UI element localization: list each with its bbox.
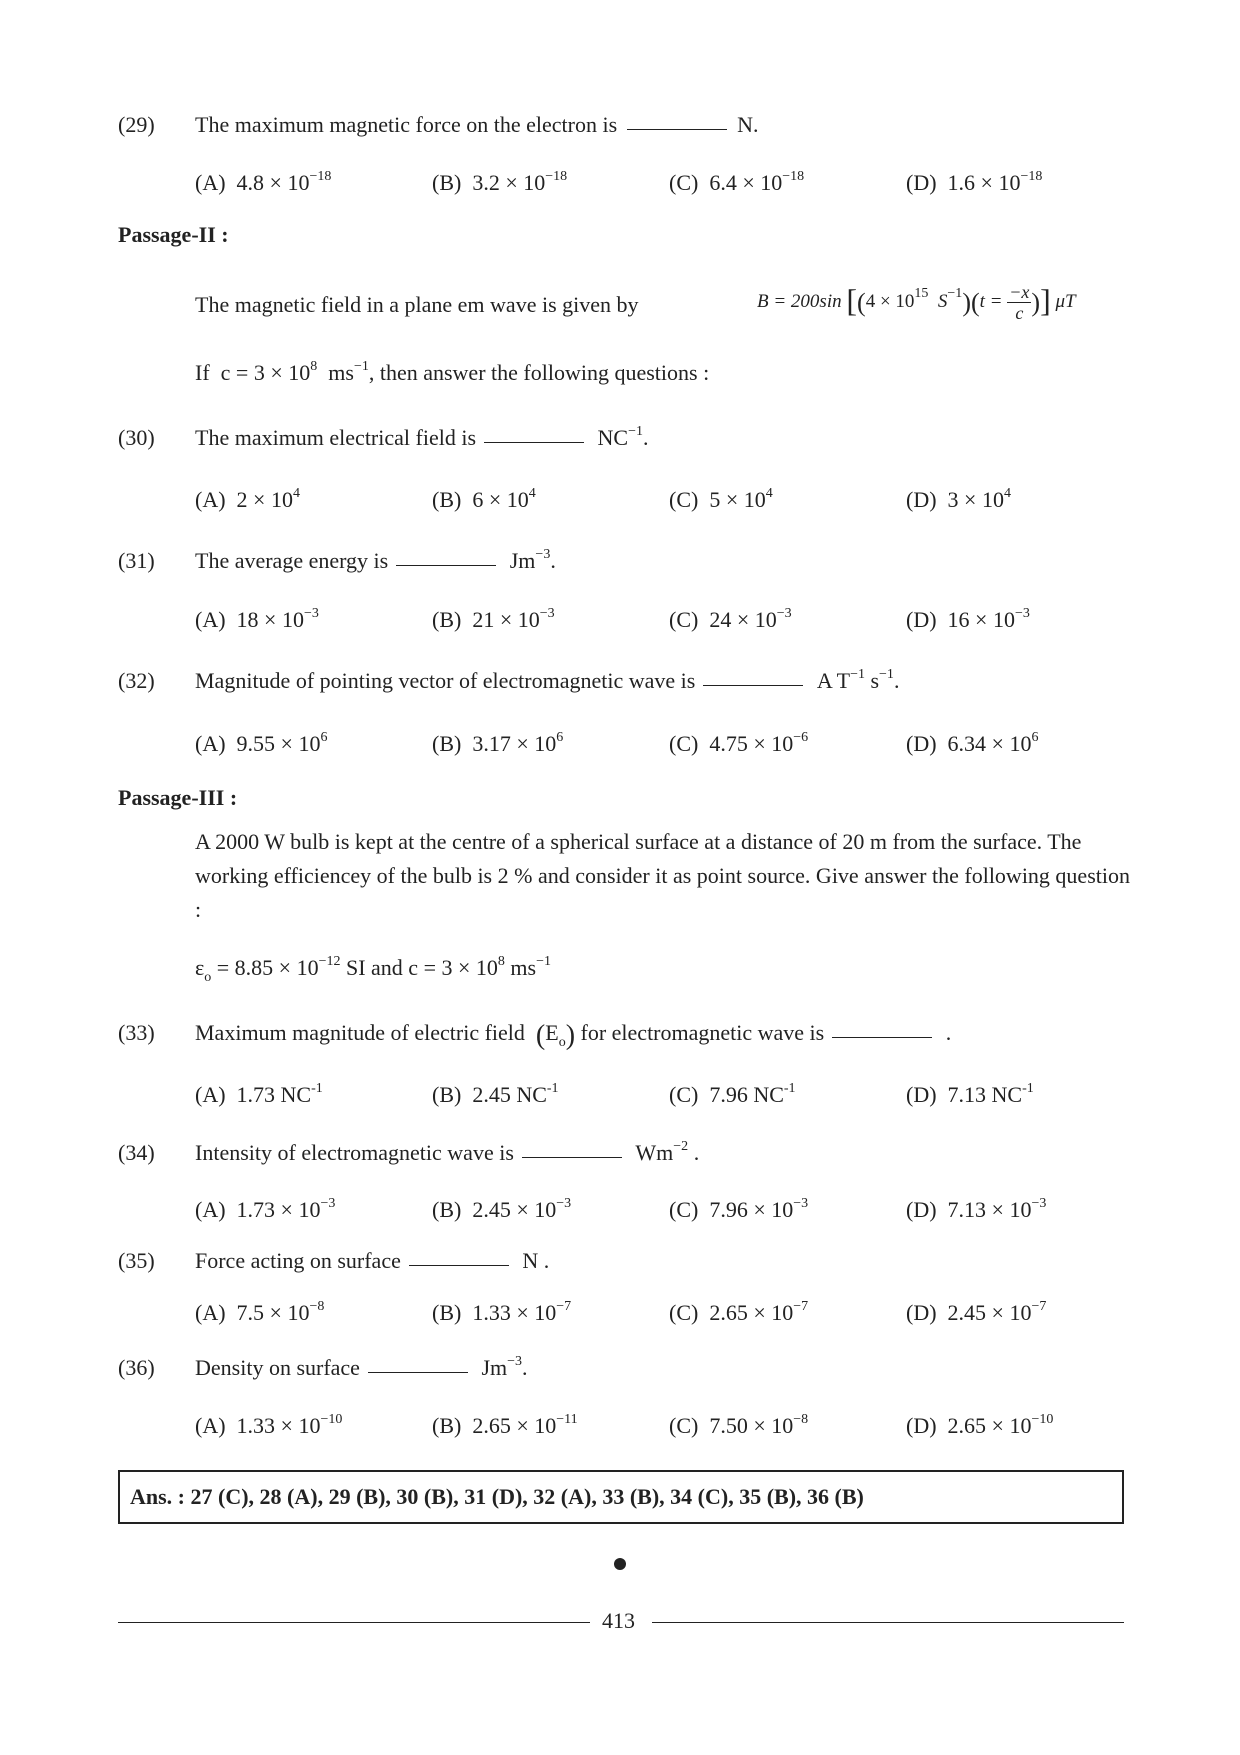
- question-number: (29): [118, 112, 155, 137]
- option-a: (A) $18 \times 10^{-3}$: [195, 606, 319, 632]
- option-c: (C) $24 \times 10^{-3}$: [669, 606, 792, 632]
- magnetic-field-equation: B = 200sin [($4 \times 10^{15}$ $S^{-1})(t$ = $\frac{-x}{c}$ )] μT: [757, 282, 1076, 324]
- answer-blank: [396, 565, 496, 566]
- option-d: (D) $1.6 \times 10^{-18}$: [906, 169, 1043, 195]
- answer-key-text: Ans. : 27 (C), 28 (A), 29 (B), 30 (B), 31 (D), 32 (A), 33 (B), 34 (C), 35 (B), 36 (B): [130, 1484, 864, 1509]
- footer-rule-left: [118, 1622, 590, 1623]
- question-text: The average energy is $Jm^{-3}$.: [195, 547, 556, 573]
- option-c: (C) $4.75 \times 10^{-6}$: [669, 730, 809, 756]
- question-number: (31): [118, 548, 155, 573]
- constants-line: $\varepsilon_o = 8.85 \times 10^{-12}$ SI and $c = 3 \times 10^8$ $ms^{-1}$: [195, 954, 551, 985]
- question-number: (35): [118, 1248, 155, 1273]
- option-a: (A) $4.8 \times 10^{-18}$: [195, 169, 332, 195]
- option-d: (D) 7.13 $NC^{-1}$: [906, 1081, 1034, 1107]
- page-number: 413: [602, 1608, 635, 1633]
- speed-of-light-note: If $c = 3 \times 10^8$ $ms^{-1}$, then answer the following questions :: [195, 359, 710, 385]
- option-a: (A) $7.5 \times 10^{-8}$: [195, 1299, 325, 1325]
- question-number: (36): [118, 1355, 155, 1380]
- question-text: The maximum electrical field is $NC^{-1}$.: [195, 424, 649, 450]
- answer-blank: [703, 685, 803, 686]
- option-c: (C) $5 \times 10^4$: [669, 486, 773, 512]
- passage-3-text: A 2000 W bulb is kept at the centre of a spherical surface at a distance of 20 m from the surface. The working efficiencey of the bulb is 2 % and consider it as point source. Give answer the following question :: [195, 829, 1130, 922]
- footer-rule-right: [652, 1622, 1124, 1623]
- option-d: (D) $2.45 \times 10^{-7}$: [906, 1299, 1047, 1325]
- option-d: (D) $6.34 \times 10^6$: [906, 730, 1039, 756]
- option-d: (D) $7.13 \times 10^{-3}$: [906, 1196, 1047, 1222]
- option-c: (C) 7.96 $NC^{-1}$: [669, 1081, 796, 1107]
- question-number: (30): [118, 425, 155, 450]
- option-a: (A) $2 \times 10^4$: [195, 486, 300, 512]
- question-text: Maximum magnitude of electric field $(E_o)$ for electromagnetic wave is .: [195, 1020, 952, 1051]
- answer-blank: [409, 1265, 509, 1266]
- question-number: (32): [118, 668, 155, 693]
- option-b: (B) $2.45 \times 10^{-3}$: [432, 1196, 572, 1222]
- question-number: (33): [118, 1020, 155, 1045]
- answer-blank: [627, 129, 727, 130]
- option-c: (C) $6.4 \times 10^{-18}$: [669, 169, 805, 195]
- option-b: (B) $1.33 \times 10^{-7}$: [432, 1299, 572, 1325]
- option-a: (A) $9.55 \times 10^6$: [195, 730, 328, 756]
- passage-2-intro: The magnetic field in a plane em wave is given by: [195, 292, 639, 317]
- option-d: (D) $3 \times 10^4$: [906, 486, 1011, 512]
- answer-blank: [484, 442, 584, 443]
- question-number: (34): [118, 1140, 155, 1165]
- question-text: The maximum magnetic force on the electron is N.: [195, 112, 759, 137]
- question-text: Density on surface $Jm^{-3}$.: [195, 1354, 528, 1380]
- option-c: (C) $2.65 \times 10^{-7}$: [669, 1299, 809, 1325]
- passage-2-title: Passage-II :: [118, 222, 229, 247]
- question-text: Magnitude of pointing vector of electromagnetic wave is A $T^{-1}$ $s^{-1}$.: [195, 667, 900, 693]
- bullet-icon: [614, 1558, 626, 1570]
- option-b: (B) $6 \times 10^4$: [432, 486, 536, 512]
- option-d: (D) $16 \times 10^{-3}$: [906, 606, 1030, 632]
- option-c: (C) $7.96 \times 10^{-3}$: [669, 1196, 809, 1222]
- answer-blank: [522, 1157, 622, 1158]
- question-text: Intensity of electromagnetic wave is $Wm^{-2}$ .: [195, 1139, 700, 1165]
- option-a: (A) 1.73 $NC^{-1}$: [195, 1081, 323, 1107]
- option-b: (B) $2.65 \times 10^{-11}$: [432, 1412, 578, 1438]
- passage-3-title: Passage-III :: [118, 785, 238, 810]
- answer-blank: [368, 1372, 468, 1373]
- option-a: (A) $1.73 \times 10^{-3}$: [195, 1196, 336, 1222]
- question-text: Force acting on surface N .: [195, 1248, 550, 1273]
- option-d: (D) $2.65 \times 10^{-10}$: [906, 1412, 1054, 1438]
- answer-key-box: [118, 1470, 1124, 1524]
- option-c: (C) $7.50 \times 10^{-8}$: [669, 1412, 809, 1438]
- option-b: (B) 2.45 $NC^{-1}$: [432, 1081, 559, 1107]
- option-b: (B) $21 \times 10^{-3}$: [432, 606, 555, 632]
- option-b: (B) $3.17 \times 10^6$: [432, 730, 564, 756]
- answer-blank: [832, 1037, 932, 1038]
- option-a: (A) $1.33 \times 10^{-10}$: [195, 1412, 343, 1438]
- option-b: (B) $3.2 \times 10^{-18}$: [432, 169, 568, 195]
